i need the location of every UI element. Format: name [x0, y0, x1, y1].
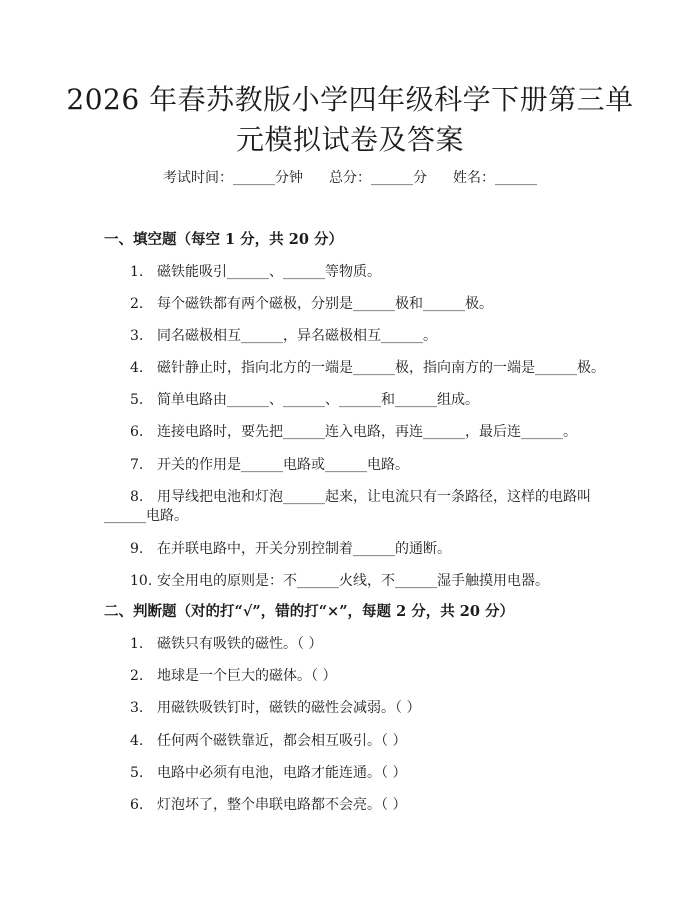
question-item: [130, 422, 577, 442]
question-text: 地球是一个巨大的磁体。（ ）: [157, 668, 337, 684]
exam-time: 考试时间：______分钟: [163, 170, 303, 186]
question-item: [130, 666, 336, 686]
page-title-line2: 元模拟试卷及答案: [235, 123, 464, 156]
exam-info: [0, 168, 700, 188]
question-text: 每个磁铁都有两个磁极，分别是______极和______极。: [157, 296, 493, 312]
question-number: 10.: [130, 573, 153, 589]
question-number: 5.: [130, 392, 144, 408]
section2-heading: 二、判断题（对的打“√”，错的打“×”，每题 2 分，共 20 分）: [104, 603, 514, 620]
question-text: 开关的作用是______电路或______电路。: [157, 457, 409, 473]
question-text: 简单电路由______、______、______和______组成。: [157, 392, 479, 408]
page-title-line1: 2026 年春苏教版小学四年级科学下册第三单: [66, 83, 634, 116]
question-item: [130, 358, 605, 378]
question-text: 磁铁能吸引______、______等物质。: [157, 264, 381, 280]
question-item: [130, 634, 322, 654]
exam-score: 总分：______分: [329, 170, 427, 186]
question-text: 灯泡坏了，整个串联电路都不会亮。（ ）: [157, 797, 407, 813]
question-item: [130, 795, 406, 815]
question-number: 1.: [130, 264, 144, 280]
question-text: 用磁铁吸铁钉时，磁铁的磁性会减弱。（ ）: [157, 700, 421, 716]
question-item: [130, 390, 479, 410]
exam-name: 姓名：______: [453, 170, 537, 186]
question-text: 安全用电的原则是：不______火线，不______湿手触摸用电器。: [157, 573, 549, 589]
question-text: 在并联电路中，开关分别控制着______的通断。: [157, 541, 451, 557]
question-number: 8.: [130, 489, 144, 505]
question-text-continued: ______电路。: [104, 508, 188, 524]
question-text: 连接电路时，要先把______连入电路，再连______，最后连______。: [157, 424, 577, 440]
question-text: 用导线把电池和灯泡______起来，让电流只有一条路径，这样的电路叫: [157, 489, 591, 505]
question-number: 7.: [130, 457, 144, 473]
question-text: 同名磁极相互______，异名磁极相互______。: [157, 328, 437, 344]
question-number: 2.: [130, 668, 144, 684]
question-item: [130, 455, 409, 475]
question-item: [130, 763, 406, 783]
question-number: 4.: [130, 360, 144, 376]
question-item: [130, 487, 591, 507]
question-number: 3.: [130, 700, 144, 716]
question-item: [130, 698, 420, 718]
question-text: 任何两个磁铁靠近，都会相互吸引。（ ）: [157, 733, 407, 749]
question-number: 9.: [130, 541, 144, 557]
question-number: 2.: [130, 296, 144, 312]
question-text: 磁针静止时，指向北方的一端是______极，指向南方的一端是______极。: [157, 360, 605, 376]
question-item: [130, 294, 493, 314]
question-text: 磁铁只有吸铁的磁性。（ ）: [157, 636, 323, 652]
question-item: [130, 326, 437, 346]
question-item: [130, 539, 451, 559]
question-item: [130, 731, 406, 751]
question-item: [130, 571, 549, 591]
question-number: 3.: [130, 328, 144, 344]
question-text: 电路中必须有电池，电路才能连通。（ ）: [157, 765, 407, 781]
question-number: 1.: [130, 636, 144, 652]
question-number: 5.: [130, 765, 144, 781]
section1-heading: 一、填空题（每空 1 分，共 20 分）: [104, 231, 343, 248]
question-number: 6.: [130, 797, 144, 813]
question-number: 4.: [130, 733, 144, 749]
question-item: [130, 262, 381, 282]
question-number: 6.: [130, 424, 144, 440]
